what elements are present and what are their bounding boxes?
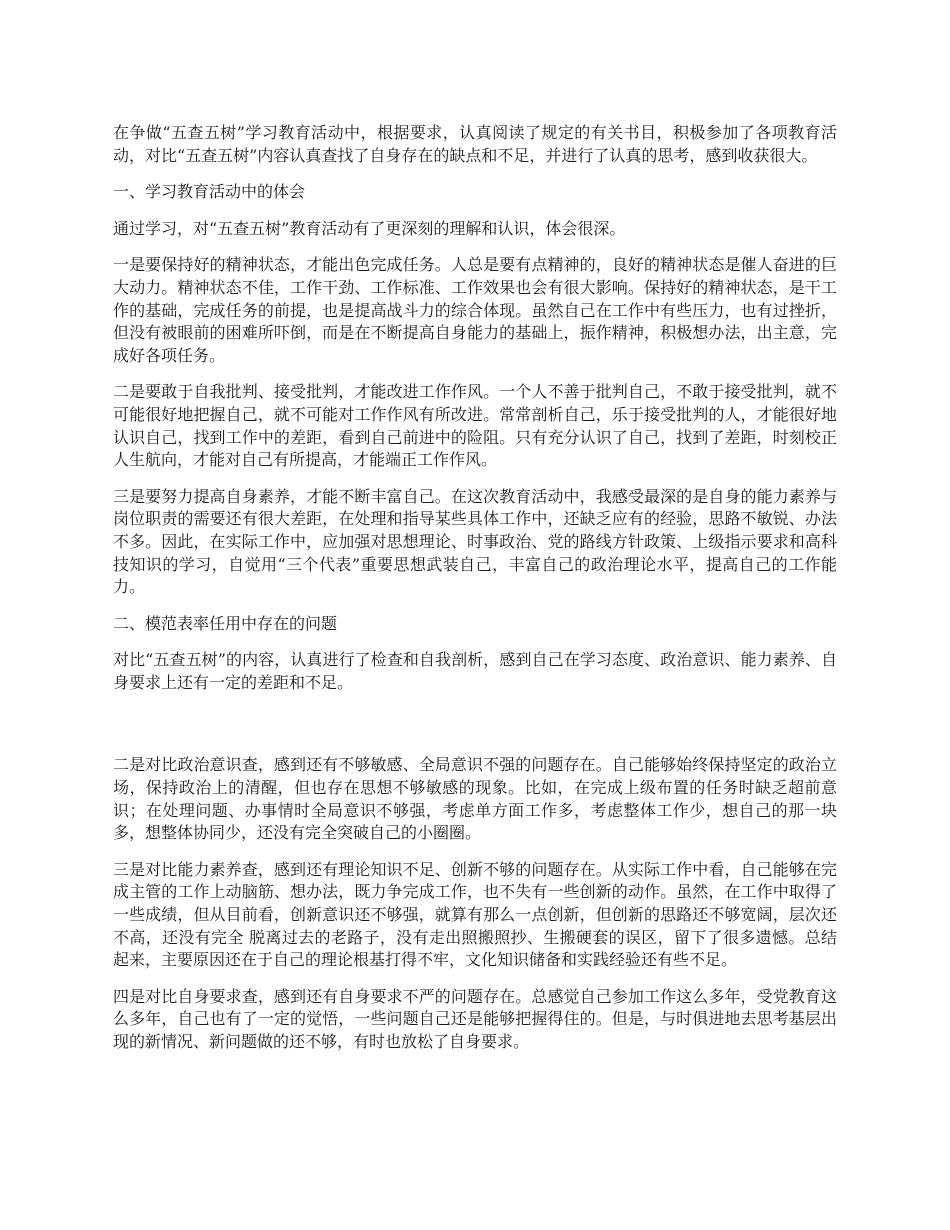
section-2-paragraph-3: 三是对比能力素养查，感到还有理论知识不足、创新不够的问题存在。从实际工作中看，自己能够在完成主管的工作上动脑筋、想办法，既力争完成工作，也不失有一些创新的动作。虽然，在工作中取得了一些成绩，但从目前看，创新意识还不够强，就算有那么一点创新，但创新的思路还不够宽阔，层次还不高，还没有完全 脱离过去的老路子，没有走出照搬照抄、生搬硬套的误区，留下了很多遗憾。总结起来，主要原因还在于自己的理论根基打得不牢，文化知识储备和实践经验还有些不足。 xyxy=(113,859,837,970)
section-1-paragraph-2: 一是要保持好的精神状态，才能出色完成任务。人总是要有点精神的，良好的精神状态是催人奋进的巨大动力。精神状态不佳，工作干劲、工作标准、工作效果也会有很大影响。保持好的精神状态，是干工作的基础，完成任务的前提，也是提高战斗力的综合体现。虽然自己在工作中有些压力，也有过挫折，但没有被眼前的困难所吓倒，而是在不断提高自身能力的基础上，振作精神，积极想办法，出主意，完成好各项任务。 xyxy=(113,255,837,365)
document-page xyxy=(113,122,837,1068)
intro-paragraph: 在争做“五查五树”学习教育活动中，根据要求，认真阅读了规定的有关书目，积极参加了各项教育活动，对比“五查五树”内容认真查找了自身存在的缺点和不足，并进行了认真的思考，感到收获很大。 xyxy=(113,123,837,165)
section-1-paragraph-4: 三是要努力提高自身素养，才能不断丰富自己。在这次教育活动中，我感受最深的是自身的能力素养与岗位职责的需要还有很大差距，在处理和指导某些具体工作中，还缺乏应有的经验，思路不敏锐、办法不多。因此，在实际工作中，应加强对思想理论、时事政治、党的路线方针政策、上级指示要求和高科技知识的学习，自觉用“三个代表”重要思想武装自己，丰富自己的政治理论水平，提高自己的工作能力。 xyxy=(113,486,837,597)
section-1-heading: 一、学习教育活动中的体会 xyxy=(113,182,306,202)
section-1-paragraph-1: 通过学习，对“五查五树”教育活动有了更深刻的理解和认识，体会很深。 xyxy=(113,218,626,238)
blank-gap xyxy=(113,708,837,754)
section-2-paragraph-4: 四是对比自身要求查，感到还有自身要求不严的问题存在。总感觉自己参加工作这么多年，受党教育这么多年，自己也有了一定的觉悟，一些问题自己还是能够把握得住的。但是，与时俱进地去思考基层出现的新情况、新问题做的还不够，有时也放松了自身要求。 xyxy=(113,986,837,1051)
section-2-heading: 二、模范表率任用中存在的问题 xyxy=(113,613,338,633)
section-1-paragraph-3: 二是要敢于自我批判、接受批判，才能改进工作作风。一个人不善于批判自己，不敢于接受批判，就不可能很好地把握自己，就不可能对工作作风有所改进。常常剖析自己，乐于接受批判的人，才能很好地认识自己，找到工作中的差距，看到自己前进中的险阻。只有充分认识了自己，找到了差距，时刻校正人生航向，才能对自己有所提高，才能端正工作作风。 xyxy=(113,382,837,470)
section-2-paragraph-2: 二是对比政治意识查，感到还有不够敏感、全局意识不强的问题存在。自己能够始终保持坚定的政治立场，保持政治上的清醒，但也存在思想不够敏感的现象。比如，在完成上级布置的任务时缺乏超前意识；在处理问题、办事情时全局意识不够强，考虑单方面工作多，考虑整体工作少，想自己的那一块多，想整体协同少，还没有完全突破自己的小圈圈。 xyxy=(113,755,837,843)
section-2-paragraph-1: 对比“五查五树”的内容，认真进行了检查和自我剖析，感到自己在学习态度、政治意识、能力素养、自身要求上还有一定的差距和不足。 xyxy=(113,650,837,692)
